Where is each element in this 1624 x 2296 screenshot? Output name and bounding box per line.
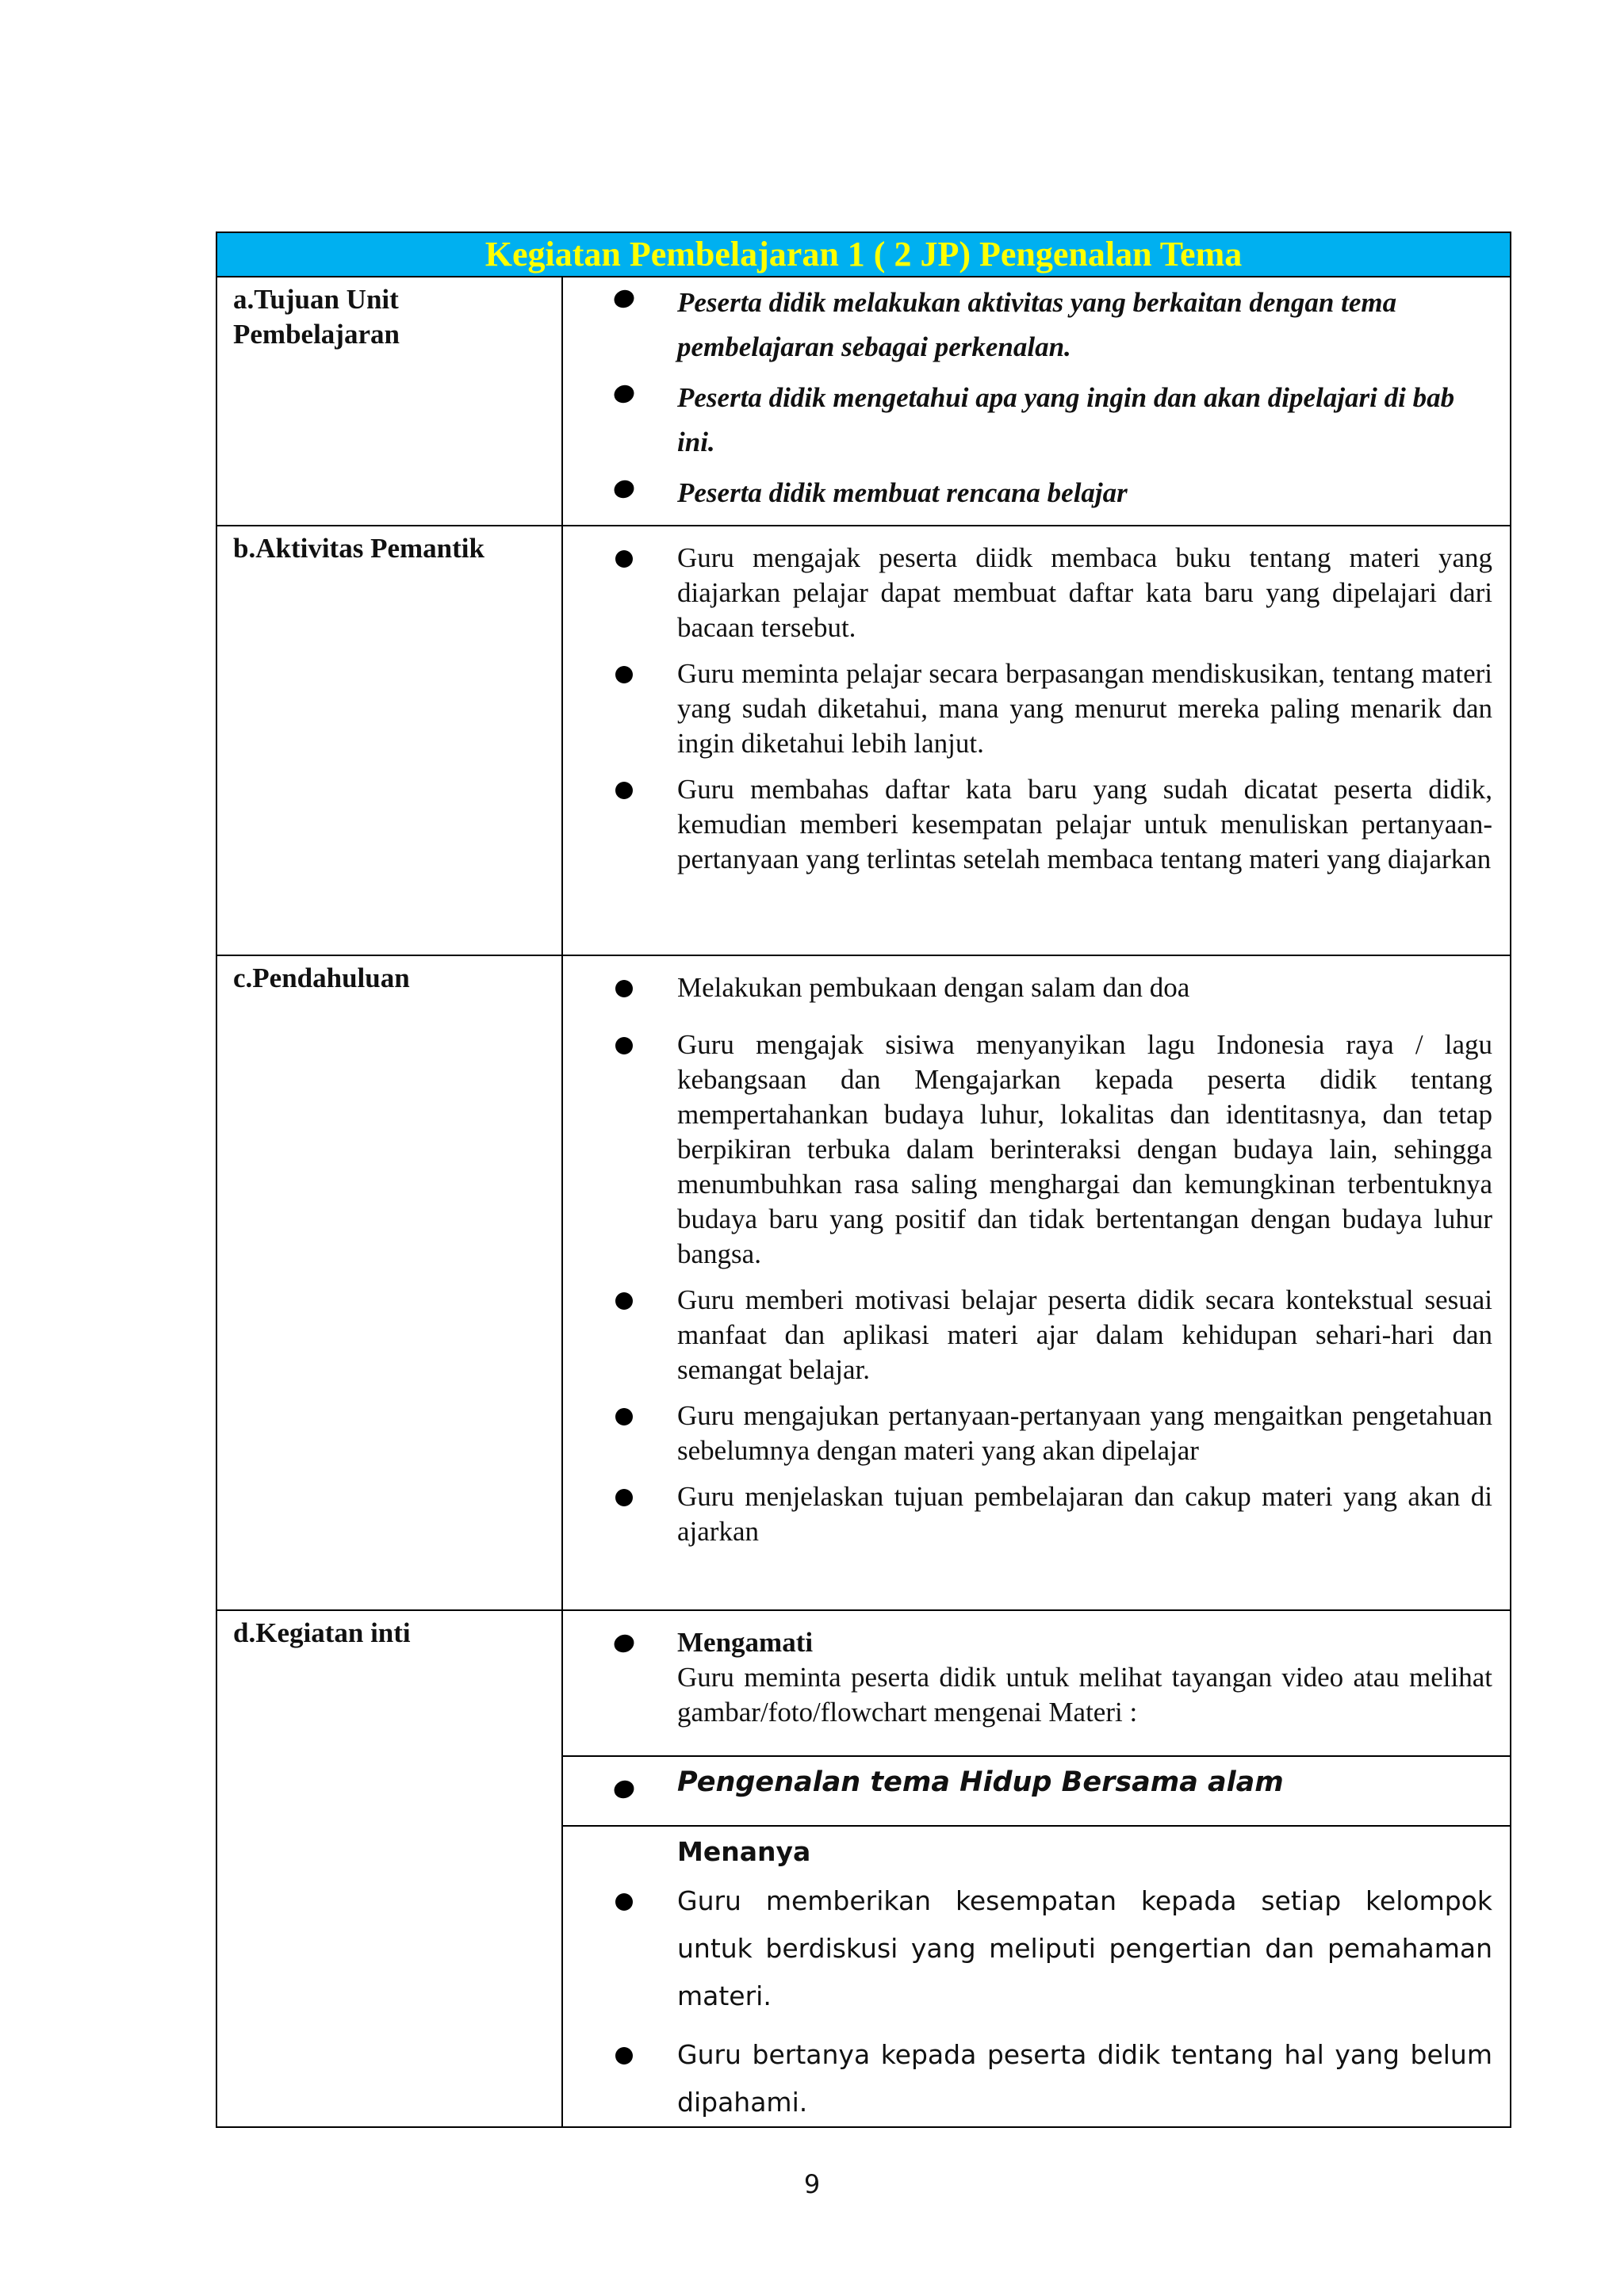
list-item-text: Guru memberikan kesempatan kepada setiap kelompok untuk berdiskusi yang meliputi pengertian dan pemahaman materi. xyxy=(677,1885,1492,2011)
list-item xyxy=(563,541,1492,645)
bullet-icon xyxy=(615,1893,633,1911)
list-item xyxy=(563,772,1492,877)
lesson-table xyxy=(216,232,1511,2128)
topic-text: Pengenalan tema Hidup Bersama alam xyxy=(677,1766,1284,1798)
mengamati-text: Guru meminta peserta didik untuk melihat tayangan video atau melihat gambar/foto/flowchart mengenai Materi : xyxy=(677,1662,1492,1728)
list-item-text: Guru memberi motivasi belajar peserta didik secara kontekstual sesuai manfaat dan aplikasi materi ajar dalam kehidupan sehari-hari dan semangat belajar. xyxy=(677,1284,1492,1385)
section-a-list xyxy=(563,281,1492,515)
list-item-text: Guru menjelaskan tujuan pembelajaran dan cakup materi yang akan di ajarkan xyxy=(677,1481,1492,1547)
bullet-icon xyxy=(615,1408,633,1425)
section-b-label: b.Aktivitas Pemantik xyxy=(216,526,562,955)
list-item xyxy=(563,970,1492,1005)
mengamati-heading: Mengamati xyxy=(677,1627,814,1658)
bullet-icon xyxy=(611,1632,636,1655)
list-item xyxy=(563,1283,1492,1387)
list-item-text: Peserta didik mengetahui apa yang ingin dan akan dipelajari di bab ini. xyxy=(677,382,1455,457)
section-b-list xyxy=(563,541,1492,877)
list-item xyxy=(563,1027,1492,1272)
page-number: 9 xyxy=(803,2169,821,2199)
list-item-text: Guru mengajukan pertanyaan-pertanyaan yang mengaitkan pengetahuan sebelumnya dengan materi yang akan dipelajar xyxy=(677,1400,1492,1466)
section-b-row xyxy=(216,526,1511,955)
section-b-content xyxy=(562,526,1511,955)
section-d-mengamati xyxy=(562,1610,1511,1756)
section-c-row xyxy=(216,955,1511,1610)
title-row xyxy=(216,232,1511,277)
list-item xyxy=(563,1877,1492,2020)
list-item xyxy=(563,1399,1492,1468)
list-item xyxy=(563,376,1492,465)
bullet-icon xyxy=(615,550,633,568)
list-item xyxy=(563,1625,1492,1730)
section-a-content xyxy=(562,277,1511,526)
bullet-icon xyxy=(611,287,636,310)
list-item-text: Guru mengajak sisiwa menyanyikan lagu Indonesia raya / lagu kebangsaan dan Mengajarkan kepada peserta didik tentang mempertahankan budaya luhur, lokalitas dan identitasnya, dan tetap berpikiran terbuka dalam berinteraksi dengan budaya lain, sehingga menumbuhkan rasa saling menghargai dan kemungkinan terbentuknya budaya baru yang positif dan tidak bertentangan dengan budaya luhur bangsa. xyxy=(677,1029,1492,1269)
list-item xyxy=(563,1479,1492,1549)
bullet-icon xyxy=(615,782,633,799)
section-a-row xyxy=(216,277,1511,526)
list-item-text: Melakukan pembukaan dengan salam dan doa xyxy=(677,972,1190,1003)
section-c-list xyxy=(563,970,1492,1549)
list-item-text: Guru mengajak peserta diidk membaca buku tentang materi yang diajarkan pelajar dapat membuat daftar kata baru yang dipelajari dari bacaan tersebut. xyxy=(677,542,1492,643)
section-d-row xyxy=(216,1610,1511,1756)
list-item xyxy=(563,2031,1492,2126)
bullet-icon xyxy=(615,980,633,997)
list-item-text: Guru bertanya kepada peserta didik tentang hal yang belum dipahami. xyxy=(677,2039,1492,2118)
list-item xyxy=(563,1765,1492,1800)
list-item-text: Guru meminta pelajar secara berpasangan mendiskusikan, tentang materi yang sudah diketahui, mana yang menurut mereka paling menarik dan ingin diketahui lebih lanjut. xyxy=(677,658,1492,759)
bullet-icon xyxy=(615,1037,633,1054)
list-item-text: Peserta didik membuat rencana belajar xyxy=(677,477,1128,508)
section-c-content xyxy=(562,955,1511,1610)
bullet-icon xyxy=(615,2047,633,2064)
section-d-topic xyxy=(562,1756,1511,1826)
list-item-text: Peserta didik melakukan aktivitas yang berkaitan dengan tema pembelajaran sebagai perkenalan. xyxy=(677,287,1397,362)
table-title: Kegiatan Pembelajaran 1 ( 2 JP) Pengenalan Tema xyxy=(216,232,1511,277)
topic-list xyxy=(563,1765,1492,1800)
list-item-text: Guru membahas daftar kata baru yang sudah dicatat peserta didik, kemudian memberi kesempatan pelajar untuk menuliskan pertanyaan-pertanyaan yang terlintas setelah membaca tentang materi yang diajarkan xyxy=(677,774,1492,874)
bullet-icon xyxy=(615,1489,633,1506)
bullet-icon xyxy=(615,1292,633,1310)
menanya-heading: Menanya xyxy=(677,1836,811,1867)
bullet-icon xyxy=(611,1777,636,1800)
bullet-icon xyxy=(615,666,633,683)
list-item xyxy=(563,656,1492,761)
section-a-label: a.Tujuan Unit Pembelajaran xyxy=(216,277,562,526)
list-item xyxy=(563,471,1492,515)
bullet-icon xyxy=(611,382,636,405)
section-c-label: c.Pendahuluan xyxy=(216,955,562,1610)
bullet-icon xyxy=(611,477,636,500)
mengamati-list xyxy=(563,1625,1492,1730)
list-item xyxy=(563,281,1492,369)
section-d-menanya xyxy=(562,1826,1511,2127)
menanya-list xyxy=(563,1877,1492,2126)
section-d-label: d.Kegiatan inti xyxy=(216,1610,562,2127)
